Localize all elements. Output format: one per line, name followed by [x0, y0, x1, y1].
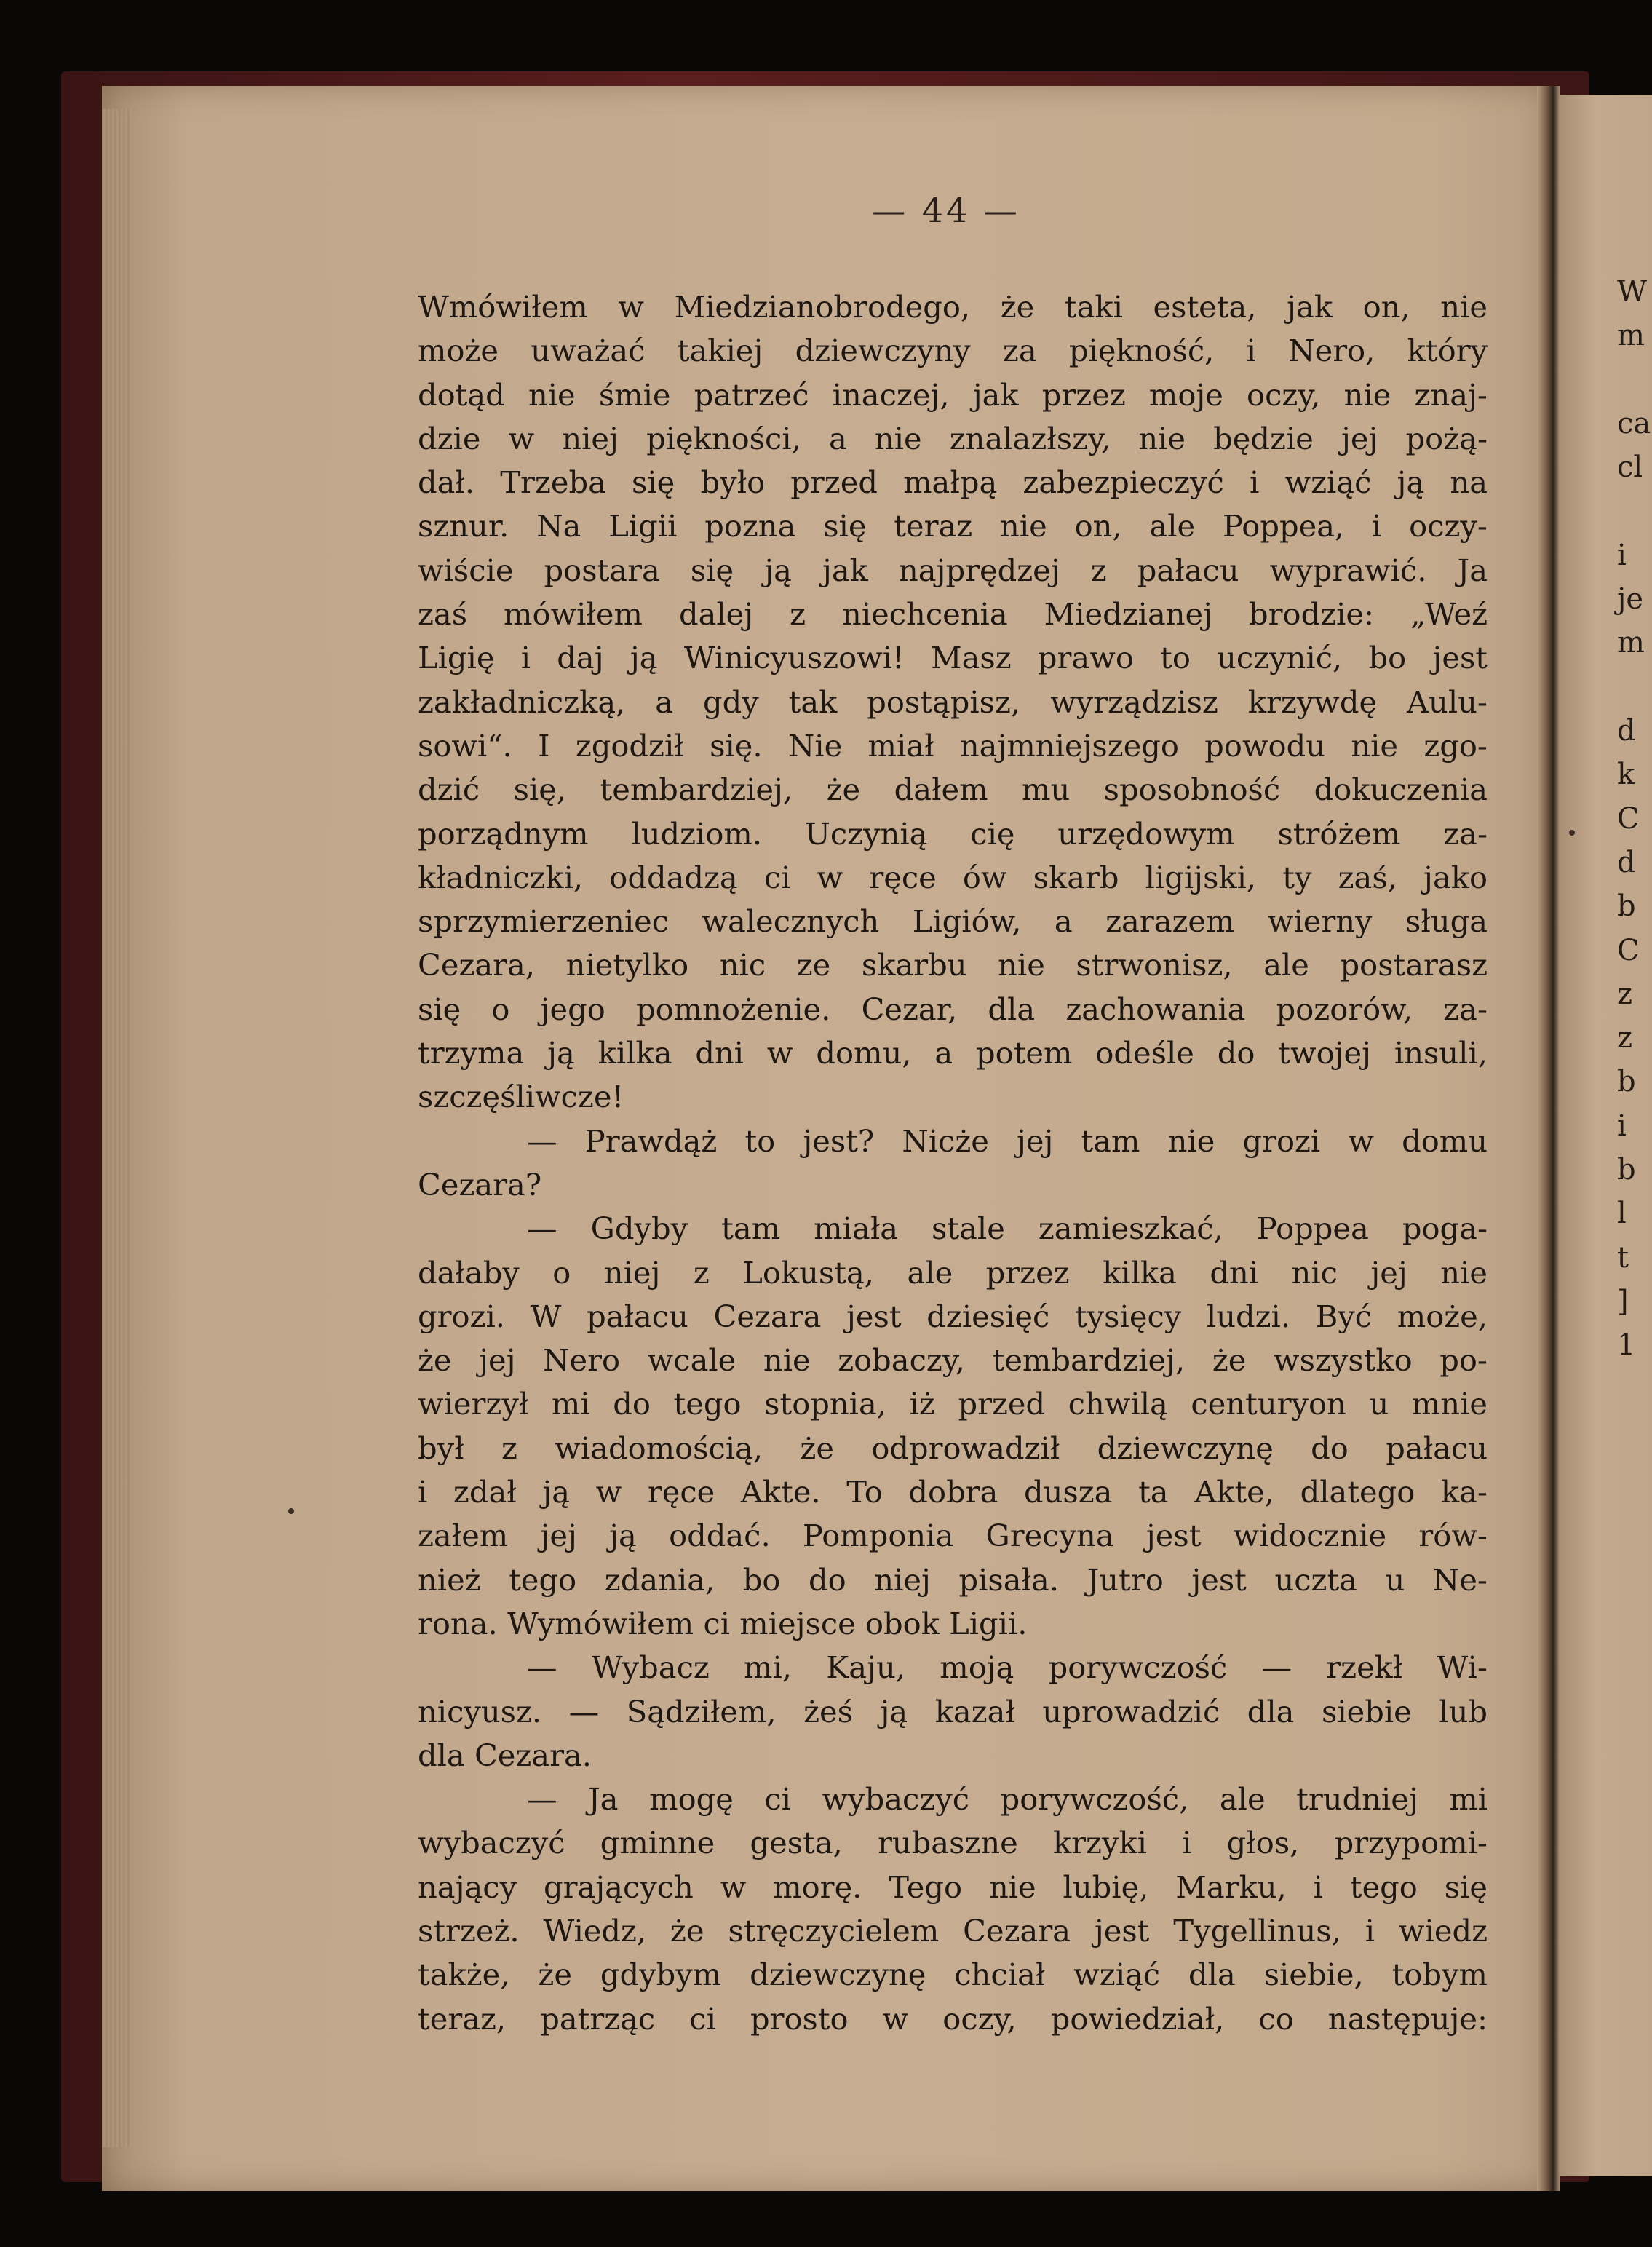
margin-fragment: ] — [1617, 1284, 1629, 1318]
margin-fragment: je — [1617, 582, 1644, 617]
text-line: dotąd nie śmie patrzeć inaczej, jak przez moje oczy, nie znaj- — [418, 376, 1488, 413]
margin-fragment: ca — [1617, 406, 1651, 440]
margin-fragment: m — [1617, 319, 1645, 353]
text-line: strzeż. Wiedz, że stręczycielem Cezara jest Tygellinus, i wiedz — [418, 1912, 1488, 1949]
text-line: porządnym ludziom. Uczynią cię urzędowym stróżem za- — [418, 815, 1488, 852]
margin-fragment: cl — [1617, 451, 1643, 485]
text-line: dałaby o niej z Lokustą, ale przez kilka dni nic jej nie — [418, 1254, 1488, 1291]
text-line: się o jego pomnożenie. Cezar, dla zachowania pozorów, za- — [418, 991, 1488, 1027]
book-gutter — [1537, 86, 1560, 2191]
text-line: dzić się, tembardziej, że dałem mu sposobność dokuczenia — [418, 772, 1488, 808]
text-line: sprzymierzeniec walecznych Ligiów, a zarazem wierny sługa — [418, 903, 1488, 940]
text-line: — Prawdąż to jest? Nicże jej tam nie grozi w domu — [527, 1122, 1488, 1159]
text-line: nający grających w morę. Tego nie lubię, Marku, i tego się — [418, 1868, 1488, 1905]
text-line: wierzył mi do tego stopnia, iż przed chwilą centuryon u mnie — [418, 1386, 1488, 1422]
text-line: teraz, patrząc ci prosto w oczy, powiedział, co następuje: — [418, 2000, 1488, 2037]
page-body-text — [418, 285, 1488, 2041]
margin-fragment: C — [1617, 801, 1640, 836]
text-line: zaś mówiłem dalej z niechcenia Miedzianej brodzie: „Weź — [418, 596, 1488, 633]
text-line: wybaczyć gminne gesta, rubaszne krzyki i głos, przypomi- — [418, 1825, 1488, 1861]
text-line: zakładniczką, a gdy tak postąpisz, wyrządzisz krzywdę Aulu- — [418, 683, 1488, 720]
margin-fragment: b — [1617, 889, 1636, 924]
text-line: dla Cezara. — [418, 1737, 592, 1773]
text-line: — Ja mogę ci wybaczyć porywczość, ale trudniej mi — [527, 1781, 1488, 1818]
text-line: Ligię i daj ją Winicyuszowi! Masz prawo to uczynić, bo jest — [418, 640, 1488, 676]
text-line: grozi. W pałacu Cezara jest dziesięć tysięcy ludzi. Być może, — [418, 1298, 1488, 1334]
margin-fragment: d — [1617, 845, 1636, 879]
text-line: że jej Nero wcale nie zobaczy, tembardziej, że wszystko po- — [418, 1342, 1488, 1379]
text-line: rona. Wymówiłem ci miejsce obok Ligii. — [418, 1605, 1028, 1641]
margin-fragment: t — [1617, 1240, 1629, 1275]
margin-fragment: b — [1617, 1153, 1636, 1186]
margin-fragment: m — [1617, 626, 1645, 660]
margin-fragment: 1 — [1617, 1328, 1636, 1363]
text-line: sowi“. I zgodził się. Nie miał najmniejszego powodu nie zgo- — [418, 727, 1488, 764]
page-number: — 44 — — [872, 191, 1020, 230]
text-line: dał. Trzeba się było przed małpą zabezpieczyć i wziąć ją na — [418, 464, 1488, 501]
text-line: — Gdyby tam miała stale zamieszkać, Poppea poga- — [527, 1210, 1488, 1247]
text-line: także, że gdybym dziewczynę chciał wziąć dla siebie, tobym — [418, 1957, 1488, 1993]
text-line: kładniczki, oddadzą ci w ręce ów skarb ligijski, ty zaś, jako — [418, 859, 1488, 895]
text-line: może uważać takiej dziewczyny za piękność, i Nero, który — [418, 333, 1488, 369]
margin-fragment: z — [1617, 1021, 1633, 1055]
ink-speck — [1569, 830, 1575, 836]
margin-fragment: z — [1617, 977, 1633, 1011]
text-line: był z wiadomością, że odprowadził dziewczynę do pałacu — [418, 1430, 1488, 1466]
text-line: i zdał ją w ręce Akte. To dobra dusza ta Akte, dlatego ka- — [418, 1474, 1488, 1510]
text-line: szczęśliwcze! — [418, 1079, 624, 1115]
text-line: wiście postara się ją jak najprędzej z pałacu wyprawić. Ja — [418, 552, 1488, 588]
text-line: załem jej ją oddać. Pomponia Grecyna jest widocznie rów- — [418, 1518, 1488, 1554]
text-line: nicyusz. — Sądziłem, żeś ją kazał uprowadzić dla siebie lub — [418, 1693, 1488, 1729]
text-line: Wmówiłem w Miedzianobrodego, że taki esteta, jak on, nie — [418, 289, 1488, 325]
margin-fragment: C — [1617, 933, 1640, 967]
margin-fragment: k — [1617, 758, 1635, 792]
text-line: sznur. Na Ligii pozna się teraz nie on, ale Poppea, i oczy- — [418, 508, 1488, 544]
text-line: Cezara? — [418, 1166, 542, 1202]
ink-speck — [288, 1508, 294, 1514]
page-edge — [102, 109, 131, 2147]
margin-fragment: i — [1617, 538, 1627, 572]
text-line: nież tego zdania, bo do niej pisała. Jutro jest uczta u Ne- — [418, 1561, 1488, 1598]
text-line: Cezara, nietylko nic ze skarbu nie strwonisz, ale postarasz — [418, 947, 1488, 983]
margin-fragment: d — [1617, 714, 1636, 748]
text-line: dzie w niej piękności, a nie znalazłszy, nie będzie jej pożą- — [418, 420, 1488, 456]
margin-fragment: l — [1617, 1197, 1627, 1231]
margin-fragment: W — [1617, 275, 1648, 309]
text-line: — Wybacz mi, Kaju, moją porywczość — rzekł Wi- — [527, 1649, 1488, 1686]
margin-fragment: i — [1617, 1109, 1627, 1143]
margin-fragment: b — [1617, 1065, 1636, 1099]
text-line: trzyma ją kilka dni w domu, a potem odeśle do twojej insuli, — [418, 1035, 1488, 1071]
